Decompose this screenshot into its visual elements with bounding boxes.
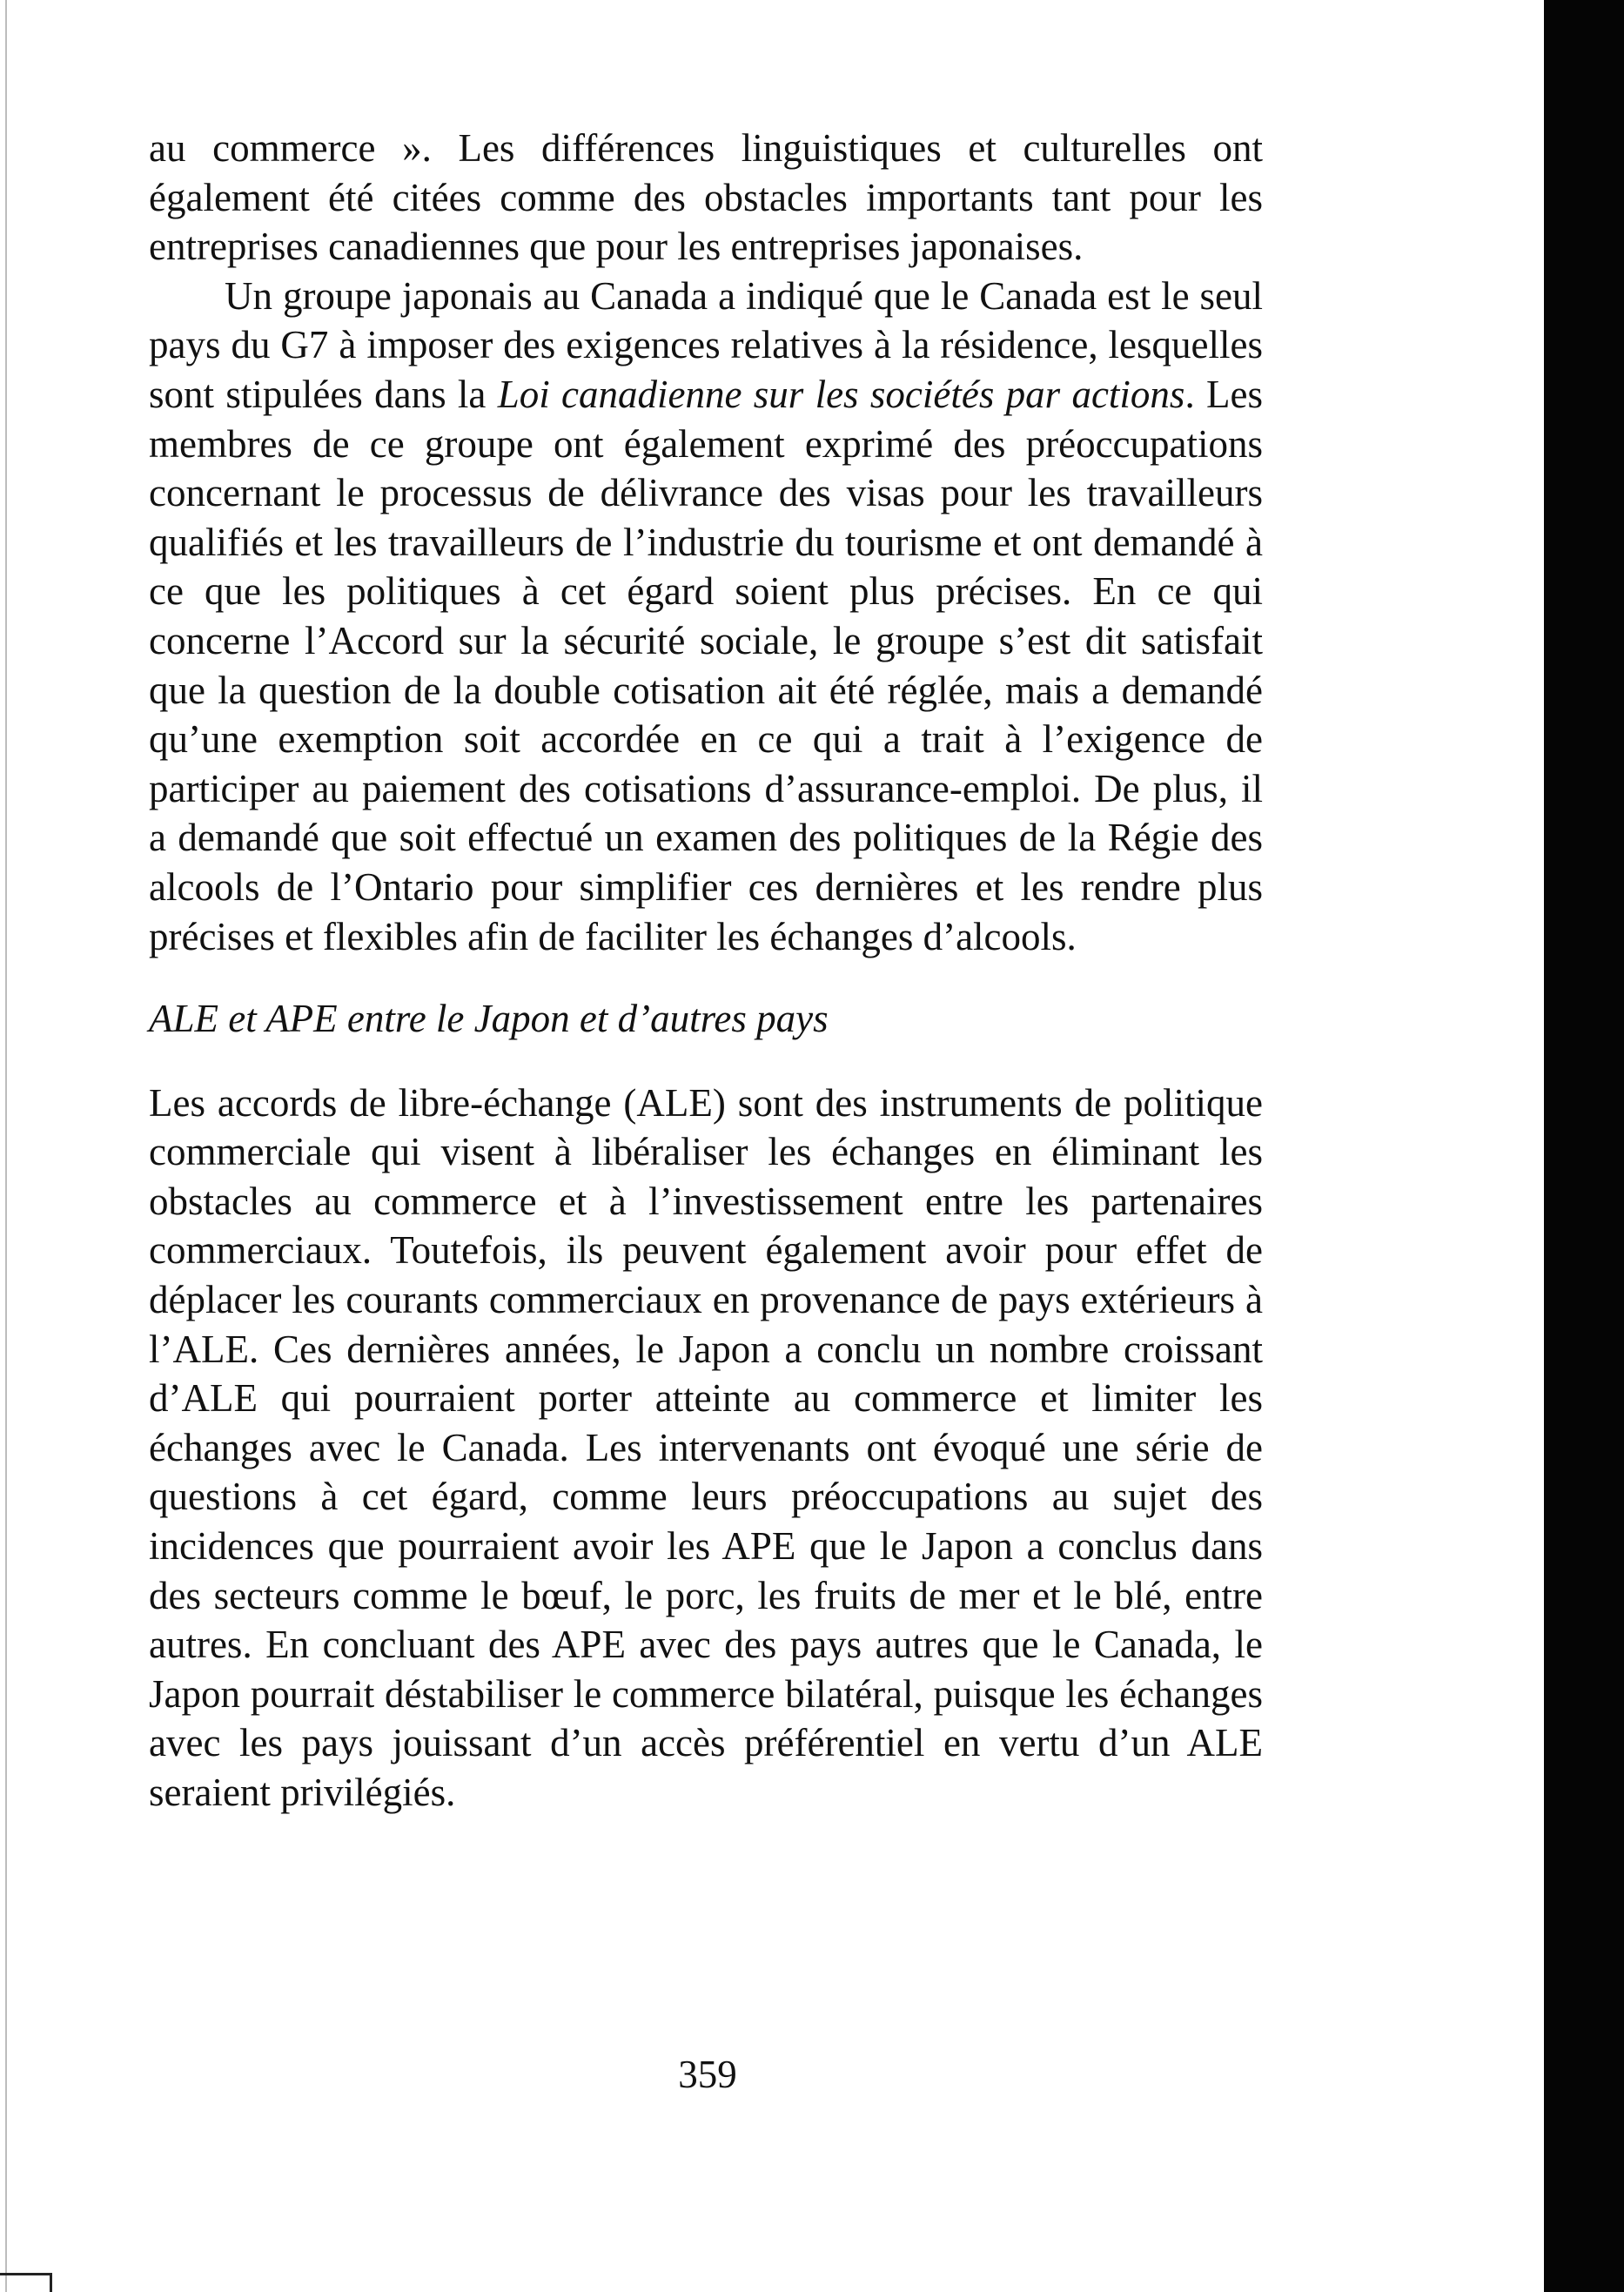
paragraph-1: au commerce ». Les différences linguistiques et culturelles ont également été citées comme des obstacles importants tant pour les entreprises canadiennes que pour les entreprises japonaises. [149,126,1263,269]
scan-left-border [5,0,7,2292]
paragraph-2-text-end: . Les membres de ce groupe ont également exprimé des préoccupations concernant le processus de délivrance des visas pour les travailleurs qualifiés et les travailleurs de l’industrie du tourisme et ont demandé à ce que les politiques à cet égard soient plus précises. En ce qui concerne l’Accord sur la sécurité sociale, le groupe s’est dit satisfait que la question de la double cotisation ait été réglée, mais a demandé qu’une exemption soit accordée en ce qui a trait à l’exigence de participer au paiement des cotisations d’assurance-emploi. De plus, il a demandé que soit effectué un examen des politiques de la Régie des alcools de l’Ontario pour simplifier ces dernières et les rendre plus précises et flexibles afin de faciliter les échanges d’alcools. [149,372,1263,958]
paragraph-2 [149,272,1263,961]
paragraph-3: Les accords de libre-échange (ALE) sont des instruments de politique commerciale qui visent à libéraliser les échanges en éliminant les obstacles au commerce et à l’investissement entre les partenaires commerciaux. Toutefois, ils peuvent également avoir pour effet de déplacer les courants commerciaux en provenance de pays extérieurs à l’ALE. Ces dernières années, le Japon a conclu un nombre croissant d’ALE qui pourraient porter atteinte au commerce et limiter les échanges avec le Canada. Les intervenants ont évoqué une série de questions à cet égard, comme leurs préoccupations au sujet des incidences que pourraient avoir les APE que le Japon a conclus dans des secteurs comme le bœuf, le porc, les fruits de mer et le blé, entre autres. En concluant des APE avec des pays autres que le Canada, le Japon pourrait déstabiliser le commerce bilatéral, puisque les échanges avec les pays jouissant d’un accès préférentiel en vertu d’un ALE seraient privilégiés. [149,1080,1263,1814]
law-title: Loi canadienne sur les sociétés par actions [497,372,1185,416]
scan-corner-mark [0,2273,52,2292]
document-page [149,124,1263,1818]
section-heading: ALE et APE entre le Japon et d’autres pays [149,997,829,1041]
scan-right-border [1544,0,1624,2292]
paragraph-2-text-start: Un groupe japonais au Canada a indiqué que le Canada est le seul pays du G7 à imposer des exigences relatives à la résidence, lesquelles sont stipulées dans la [149,273,1263,416]
page-number: 359 [678,2053,737,2096]
